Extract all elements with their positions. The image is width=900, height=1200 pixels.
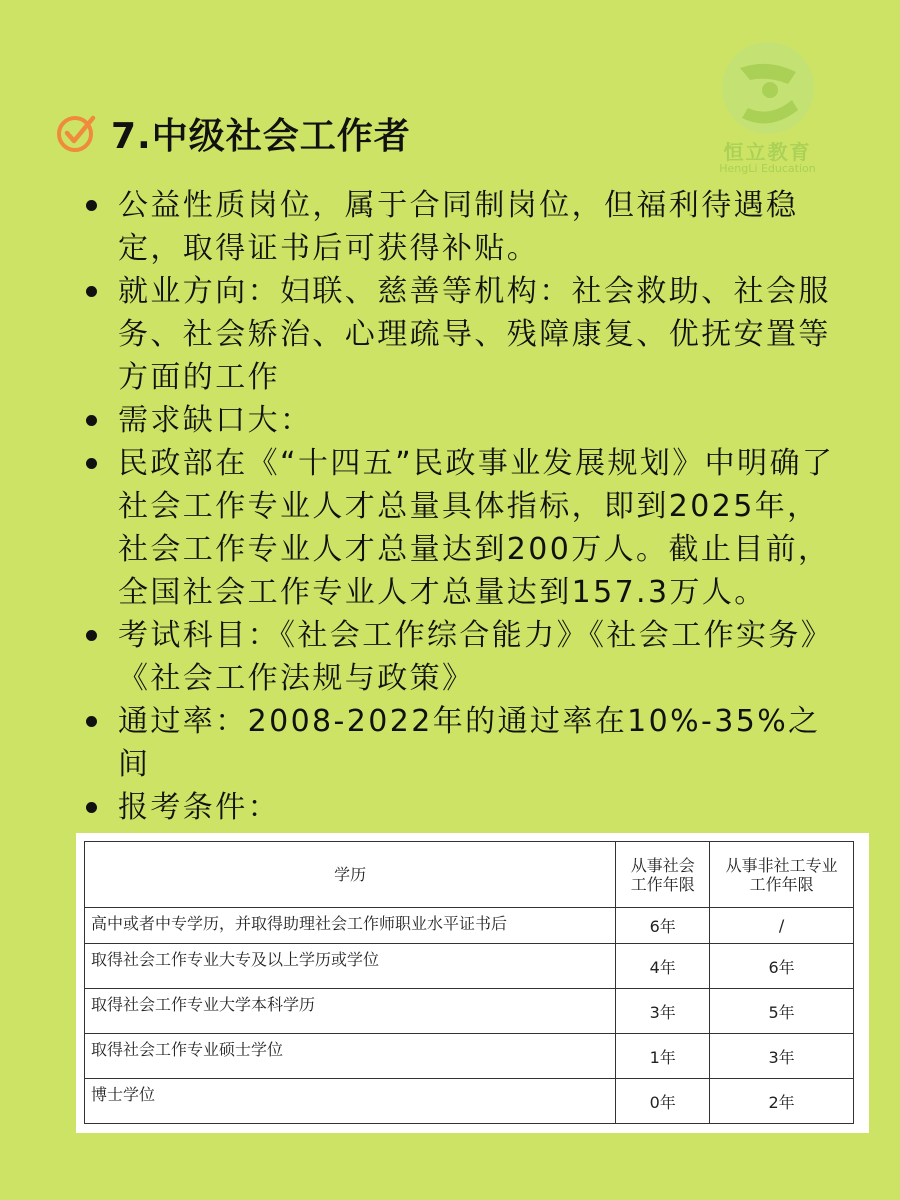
cell-nonsocial-years: 5年	[710, 989, 854, 1034]
cell-education: 高中或者中专学历，并取得助理社会工作师职业水平证书后	[85, 908, 616, 944]
bullet-text: 公益性质岗位，属于合同制岗位，但福利待遇稳定，取得证书后可获得补贴。	[118, 188, 799, 266]
page-title: 7.中级社会工作者	[111, 115, 411, 157]
watermark-en: HengLi Education	[719, 162, 816, 175]
table-row	[85, 1034, 854, 1079]
header-education: 学历	[85, 842, 616, 908]
cell-social-years: 4年	[616, 944, 710, 989]
cell-education: 取得社会工作专业大学本科学历	[85, 989, 616, 1034]
watermark-cn: 恒立教育	[723, 140, 812, 164]
cell-education: 取得社会工作专业硕士学位	[85, 1034, 616, 1079]
cell-education: 博士学位	[85, 1079, 616, 1124]
conditions-table-card	[76, 833, 869, 1133]
bullet-item	[82, 184, 842, 270]
bullet-item	[82, 270, 842, 399]
bullet-item	[82, 786, 842, 829]
hengli-logo-icon	[718, 38, 818, 138]
check-circle-icon	[55, 112, 97, 154]
bullet-text: 需求缺口大：	[118, 403, 313, 438]
cell-nonsocial-years: /	[710, 908, 854, 944]
bullet-dot	[86, 200, 97, 211]
cell-social-years: 1年	[616, 1034, 710, 1079]
bullet-text: 就业方向：妇联、慈善等机构：社会救助、社会服务、社会矫治、心理疏导、残障康复、优抚安置等方面的工作	[118, 274, 831, 395]
bullet-text: 通过率：2008-2022年的通过率在10%-35%之间	[118, 704, 821, 782]
bullet-list	[82, 184, 842, 829]
table-row	[85, 1079, 854, 1124]
table-row	[85, 989, 854, 1034]
bullet-text: 考试科目：《社会工作综合能力》《社会工作实务》《社会工作法规与政策》	[118, 618, 834, 696]
header-social-years: 从事社会工作年限	[616, 842, 710, 908]
cell-nonsocial-years: 3年	[710, 1034, 854, 1079]
cell-social-years: 6年	[616, 908, 710, 944]
bullet-item	[82, 614, 842, 700]
cell-social-years: 3年	[616, 989, 710, 1034]
bullet-text: 民政部在《“十四五”民政事业发展规划》中明确了社会工作专业人才总量具体指标，即到2025年，社会工作专业人才总量达到200万人。截止目前，全国社会工作专业人才总量达到157.3万人。	[118, 446, 835, 610]
table-row	[85, 944, 854, 989]
cell-nonsocial-years: 6年	[710, 944, 854, 989]
bullet-dot	[86, 415, 97, 426]
table-row	[85, 908, 854, 944]
bullet-dot	[86, 458, 97, 469]
bullet-item	[82, 442, 842, 614]
title-row	[55, 108, 411, 158]
bullet-dot	[86, 802, 97, 813]
bullet-dot	[86, 630, 97, 641]
cell-social-years: 0年	[616, 1079, 710, 1124]
table-header-row	[85, 842, 854, 908]
cell-education: 取得社会工作专业大专及以上学历或学位	[85, 944, 616, 989]
bullet-dot	[86, 286, 97, 297]
watermark-logo	[710, 38, 825, 173]
header-nonsocial-years: 从事非社工专业工作年限	[710, 842, 854, 908]
bullet-item	[82, 700, 842, 786]
bullet-text: 报考条件：	[118, 790, 280, 825]
cell-nonsocial-years: 2年	[710, 1079, 854, 1124]
bullet-dot	[86, 716, 97, 727]
conditions-table	[84, 841, 854, 1124]
bullet-item	[82, 399, 842, 442]
